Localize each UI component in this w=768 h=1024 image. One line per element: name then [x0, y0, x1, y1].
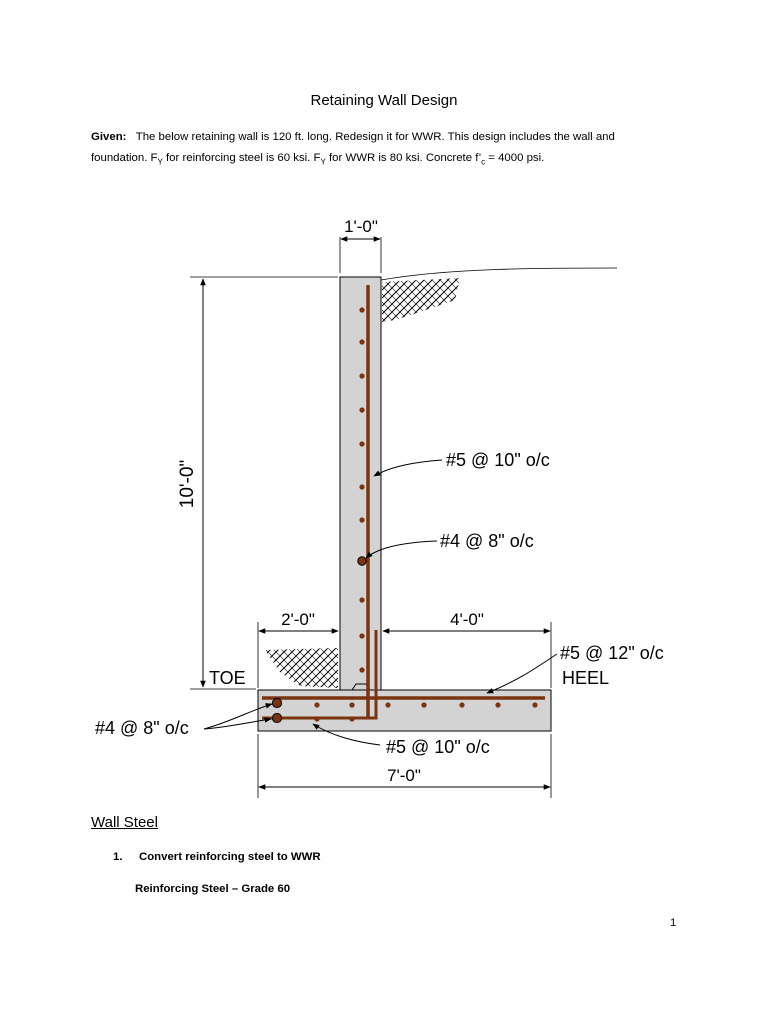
dim-footing: 7'-0" — [387, 766, 421, 785]
given-text-2d: = 4000 psi. — [485, 152, 545, 164]
step-text: Convert reinforcing steel to WWR — [139, 851, 321, 863]
footing-long-bar-bottom — [272, 713, 281, 722]
callout-heel-top: #5 @ 12" o/c — [560, 643, 664, 663]
dim-wall-thickness: 1'-0" — [344, 217, 378, 236]
callout-footing-bottom: #5 @ 10" o/c — [386, 737, 490, 757]
backfill-soil-hatch — [382, 278, 460, 322]
page-number: 1 — [670, 917, 677, 929]
subscript-c: c — [481, 157, 486, 167]
step-number: 1. — [113, 851, 123, 863]
dim-heel: 4'-0" — [450, 610, 484, 629]
given-label: Given: — [91, 131, 127, 143]
callout-wall-vertical: #5 @ 10" o/c — [446, 450, 550, 470]
footing — [258, 690, 551, 731]
callout-footing-long: #4 @ 8" o/c — [95, 718, 189, 738]
wall-horizontal-bar-highlight — [358, 557, 366, 565]
footing-long-bar-top — [272, 698, 281, 707]
subscript-y: Y — [320, 157, 326, 167]
leader-wall-vertical — [374, 460, 442, 476]
given-text-2b: for reinforcing steel is 60 ksi. F — [162, 152, 321, 164]
ground-line — [381, 268, 617, 280]
dim-wall-height: 10'-0" — [177, 459, 198, 509]
step-subtext: Reinforcing Steel – Grade 60 — [135, 883, 291, 895]
wall-stem — [340, 277, 381, 692]
page-title: Retaining Wall Design — [310, 92, 458, 109]
subscript-y: Y — [157, 157, 163, 167]
callout-wall-horizontal: #4 @ 8" o/c — [440, 531, 534, 551]
step-1 — [113, 851, 321, 863]
dim-toe: 2'-0" — [281, 610, 315, 629]
label-toe: TOE — [209, 668, 246, 688]
given-text-2a: foundation. F — [91, 152, 158, 164]
given-text-1: The below retaining wall is 120 ft. long. Redesign it for WWR. This design includes the wall and — [135, 131, 615, 143]
section-heading-wall-steel: Wall Steel — [91, 814, 158, 831]
leader-heel-top — [487, 654, 557, 693]
label-heel: HEEL — [562, 668, 610, 688]
toe-soil-hatch — [265, 648, 338, 688]
given-text-2c: for WWR is 80 ksi. Concrete f’ — [325, 152, 482, 164]
